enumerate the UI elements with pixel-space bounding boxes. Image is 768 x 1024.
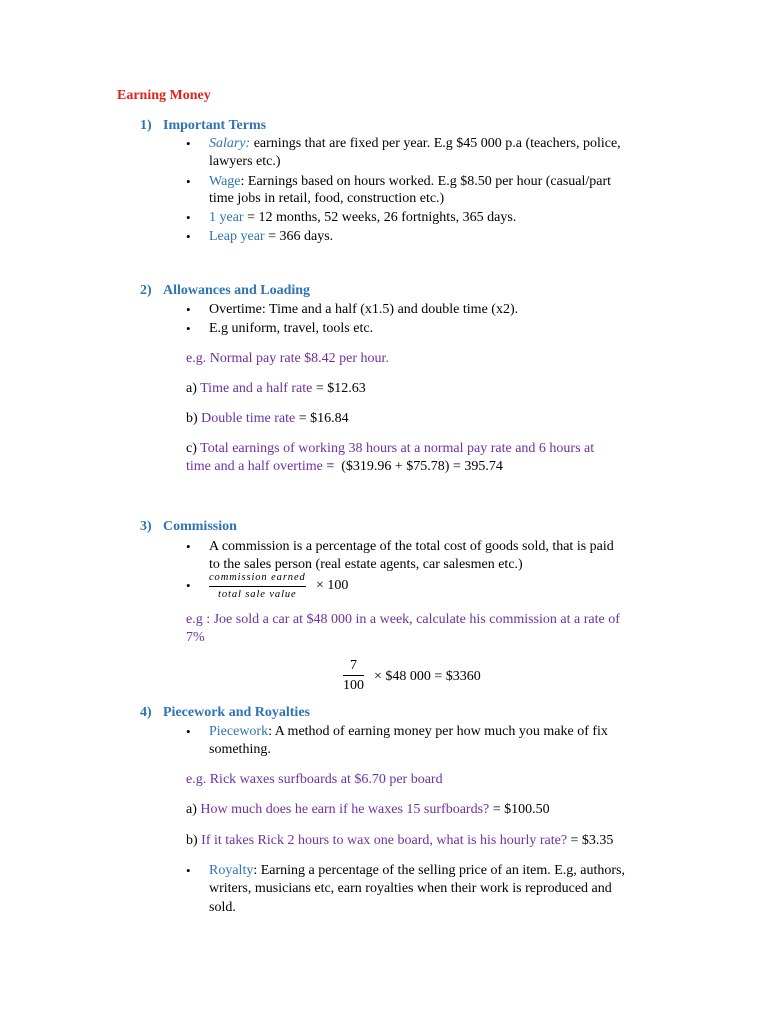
example-part-c [186, 440, 594, 458]
definition-text: : Earning a percentage of the selling price of an item. E.g, authors, [253, 863, 625, 878]
list-item-continuation: something. [209, 742, 271, 757]
working-fraction [340, 657, 367, 694]
part-question: If it takes Rick 2 hours to wax one board, what is his hourly rate? [201, 833, 568, 848]
commission-formula-fraction [209, 572, 306, 601]
section-heading-piecework-royalties: Piecework and Royalties [163, 705, 310, 720]
term-wage: Wage [209, 174, 241, 189]
example-statement-continuation: 7% [186, 630, 205, 645]
fraction-bar [209, 586, 306, 587]
list-item-year [209, 209, 516, 227]
list-item-overtime: Overtime: Time and a half (x1.5) and double time (x2). [209, 302, 519, 317]
list-item-commission-definition: A commission is a percentage of the total cost of goods sold, that is paid [209, 539, 614, 554]
bullet-icon: • [186, 229, 191, 244]
fraction-numerator: commission earned [209, 572, 306, 583]
part-question: Time and a half rate [200, 381, 313, 396]
section-heading-commission: Commission [163, 519, 237, 534]
bullet-icon: • [186, 863, 191, 878]
section-heading-allowances: Allowances and Loading [163, 283, 311, 298]
bullet-icon: • [186, 210, 191, 225]
bullet-icon: • [186, 724, 191, 739]
section-number: 3) [140, 519, 152, 534]
list-item-continuation: writers, musicians etc, earn royalties when their work is reproduced and [209, 881, 612, 896]
bullet-icon: • [186, 321, 191, 336]
part-answer: = $16.84 [295, 411, 349, 426]
example-statement: e.g : Joe sold a car at $48 000 in a week, calculate his commission at a rate of [186, 612, 620, 627]
list-item-leap-year [209, 228, 333, 246]
fraction-denominator: total sale value [218, 589, 297, 600]
example-part-a [186, 801, 550, 819]
example-statement: e.g. Rick waxes surfboards at $6.70 per board [186, 772, 443, 787]
list-item-continuation: sold. [209, 900, 236, 915]
term-salary: Salary: [209, 136, 251, 151]
part-question: time and a half overtime [186, 459, 323, 474]
bullet-icon: • [186, 578, 191, 593]
bullet-icon: • [186, 174, 191, 189]
example-part-b [186, 832, 613, 850]
part-answer: = $100.50 [489, 802, 550, 817]
fraction-numerator: 7 [350, 658, 357, 673]
definition-text: = 12 months, 52 weeks, 26 fortnights, 365 days. [243, 210, 517, 225]
part-question: How much does he earn if he waxes 15 surfboards? [200, 802, 490, 817]
definition-text: : A method of earning money per how much you make of fix [268, 724, 608, 739]
term-leap-year: Leap year [209, 229, 265, 244]
list-item-salary [209, 135, 621, 153]
list-item-allowance-examples: E.g uniform, travel, tools etc. [209, 321, 374, 336]
example-part-b [186, 410, 349, 428]
part-answer: = ($319.96 + $75.78) = 395.74 [322, 459, 503, 474]
part-question: Double time rate [201, 411, 296, 426]
list-item-royalty [209, 862, 625, 880]
list-item-continuation: time jobs in retail, food, construction etc.) [209, 191, 445, 206]
working-result: × $48 000 = $3360 [374, 669, 481, 684]
list-item-continuation: lawyers etc.) [209, 154, 281, 169]
section-number: 2) [140, 283, 152, 298]
bullet-icon: • [186, 539, 191, 554]
list-item-piecework [209, 723, 608, 741]
formula-multiplier: × 100 [316, 578, 349, 593]
part-question: Total earnings of working 38 hours at a normal pay rate and 6 hours at [200, 441, 595, 456]
list-item-continuation: to the sales person (real estate agents, car salesmen etc.) [209, 557, 523, 572]
term-piecework: Piecework [209, 724, 269, 739]
bullet-icon: • [186, 302, 191, 317]
fraction-bar [343, 675, 364, 676]
example-part-a [186, 380, 366, 398]
example-statement: e.g. Normal pay rate $8.42 per hour. [186, 351, 389, 366]
definition-text: : Earnings based on hours worked. E.g $8.50 per hour (casual/part [240, 174, 612, 189]
part-label: c) [186, 441, 201, 456]
part-label: a) [186, 381, 201, 396]
definition-text: earnings that are fixed per year. E.g $45 000 p.a (teachers, police, [250, 136, 621, 151]
example-part-c-continuation [186, 458, 503, 476]
section-heading-important-terms: Important Terms [163, 118, 267, 133]
part-label: b) [186, 411, 202, 426]
term-royalty: Royalty [209, 863, 254, 878]
definition-text: = 366 days. [264, 229, 334, 244]
part-answer: = $12.63 [312, 381, 366, 396]
part-answer: = $3.35 [567, 833, 614, 848]
list-item-wage [209, 173, 611, 191]
fraction-denominator: 100 [343, 678, 364, 693]
page-title: Earning Money [117, 88, 211, 103]
bullet-icon: • [186, 136, 191, 151]
part-label: a) [186, 802, 201, 817]
term-year: 1 year [209, 210, 244, 225]
section-number: 1) [140, 118, 152, 133]
section-number: 4) [140, 705, 152, 720]
part-label: b) [186, 833, 202, 848]
